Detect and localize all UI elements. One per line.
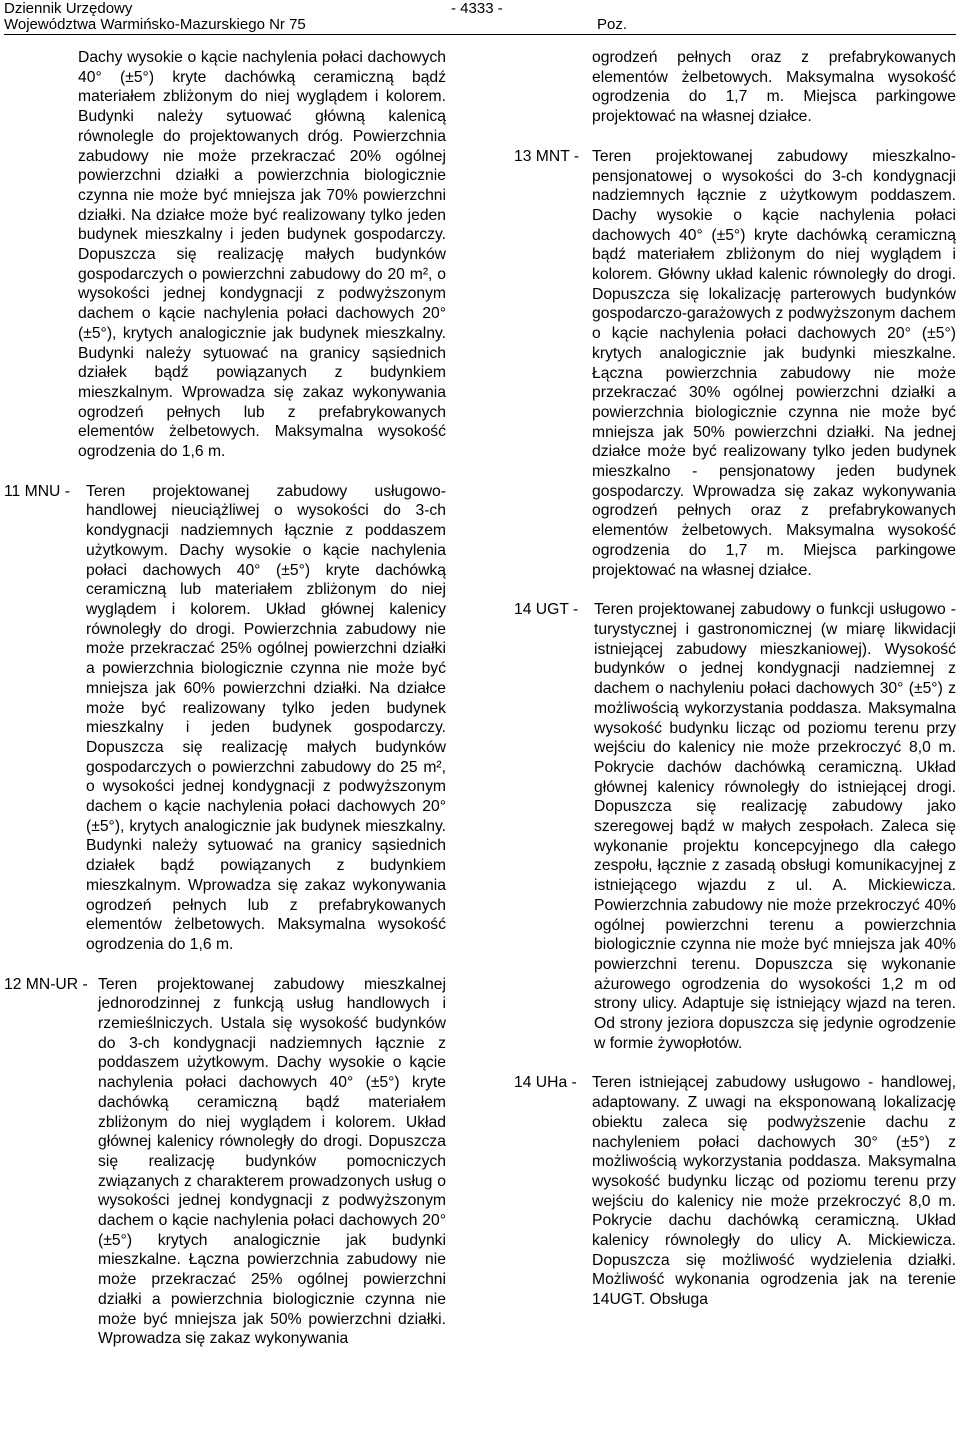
zone-code: 11 MNU - [4,482,70,500]
left-column [0,48,470,1349]
right-intro-paragraph: ogrodzeń pełnych oraz z prefabrykowanych elementów żelbetowych. Maksymalna wysokość ogrodzenia do 1,7 m. Miejsca parkingowe projektować na własnej działce. [592,49,956,126]
right-column [510,48,956,1310]
zone-description: Teren istniejącej zabudowy usługowo - handlowej, adaptowany. Z uwagi na eksponowaną lokalizację obiektu zaleca się podwyższenie dachu z nachyleniem połaci dachowych 30° (±5°) z możliwością wykorzystania poddasza. Maksymalna wysokość budynku licząc od poziomu terenu przy wejściu do kalenicy nie może przekroczyć 8,0 m. Pokrycie dachu dachówką ceramiczną. Układ kalenicy równoległy do ulicy A. Mickiewicza. Dopuszcza się możliwość wydzielenia działki. Możliwość wykonania ogrodzenia jak na terenie 14UGT. Obsługa [592,1074,956,1309]
zone-entry-12mnur [0,975,470,1349]
left-intro-paragraph: Dachy wysokie o kącie nachylenia połaci dachowych 40° (±5°) kryte dachówką ceramiczną bądź materiałem zbliżonym do niej wyglądem i kolorem. Budynki należy sytuować główną kalenicą równolegle do projektowanych dróg. Powierzchnia zabudowy nie może przekraczać 20% ogólnej powierzchni działki a powierzchnia biologicznie czynna nie może być mniejsza jak 70% powierzchni działki. Na działce może być realizowany tylko jeden budynek mieszkalny i jeden budynek gospodarczy. Dopuszcza się realizację małych budynków gospodarczych o powierzchni zabudowy do 20 m², o wysokości jednej kondygnacji z podwyższonym dachem o kącie nachylenia połaci dachowych 20° (±5°), krytych analogicznie jak budynek mieszkalny. Budynki należy sytuować na granicy sąsiednich działek bądź powiązanych z budynkiem mieszkalnym. Wprowadza się zakaz wykonywania ogrodzeń pełnych lub z prefabrykowanych elementów żelbetowych. Maksymalna wysokość ogrodzenia do 1,6 m. [78,49,446,461]
zone-entry-13mnt [510,147,956,580]
zone-code: 13 MNT - [514,147,580,165]
zone-description: Teren projektowanej zabudowy mieszkalnej jednorodzinnej z funkcją usług handlowych i rzemieślniczych. Ustala się wysokość budynków do 3-ch kondygnacji nadziemnych łącznie z poddaszem użytkowym. Dachy wysokie o kącie nachylenia połaci dachowych 40° (±5°) kryte dachówką ceramiczną bądź materiałem zbliżonym do niej wyglądem i kolorem. Układ głównej kalenicy równoległy do drogi. Dopuszcza się realizację budynków pomocniczych związanych z charakterem prowadzonych usług o wysokości jednej kondygnacji z podwyższonym dachem o kącie nachylenia połaci dachowych 20° (±5°) krytych analogicznie jak budynki mieszkalne. Łączna powierzchnia zabudowy nie może przekraczać 25% ogólnej powierzchni działki a powierzchnia biologicznie czynna nie może być mniejsza jak 50% powierzchni działki. Wprowadza się zakaz wykonywania [98,975,446,1348]
zone-description: Teren projektowanej zabudowy mieszkalno-pensjonatowej o wysokości do 3-ch kondygnacji nadziemnych łącznie z użytkowym poddaszem. Dachy wysokie o kącie nachylenia połaci dachowych 40° (±5°) kryte dachówką ceramiczną bądź materiałem zbliżonym do niej wyglądem i kolorem. Główny układ kalenic równoległy do drogi. Dopuszcza się lokalizację parterowych budynków gospodarczo-garażowych z podwyższonym dachem o kącie nachylenia połaci dachowych 20° (±5°) krytych analogicznie jak budynki mieszkalne. Łączna powierzchnia zabudowy nie może przekraczać 30% ogólnej powierzchni działki a powierzchnia biologicznie czynna nie może być mniejsza jak 50% powierzchni działki. Na jednej działce może być realizowany tylko jeden budynek mieszkalno - pensjonatowy jeden budynek gospodarczy. Wprowadza się zakaz wykonywania ogrodzeń pełnych oraz z prefabrykowanych elementów żelbetowych. Maksymalna wysokość ogrodzenia do 1,7 m. Miejsca parkingowe projektować na własnej działce. [592,147,956,579]
zone-description: Teren projektowanej zabudowy o funkcji usługowo - turystycznej i gastronomicznej (w miarę likwidacji istniejącej zabudowy mieszkaniowej). Wysokość budynków o jednej kondygnacji nadziemnej z dachem o nachyleniu połaci dachowych 30° (±5°) z możliwością wykorzystania poddasza. Maksymalna wysokość budynku licząc od poziomu terenu przy wejściu do kalenicy nie może przekroczyć 8,0 m. Pokrycie dachów dachówką ceramiczną. Układ głównej kalenicy równoległy do istniejącej drogi. Dopuszcza się realizację zabudowy jako szeregowej bądź w małych zespołach. Zaleca się wykonanie projektu koncepcyjnego dla całego zespołu, łącznie z zasadą obsługi komunikacyjnej z istniejącego wjazdu z ul. A. Mickiewicza. Powierzchnia zabudowy nie może przekroczyć 40% ogólnej powierzchni terenu a powierzchnia biologicznie czynna nie może być mniejsza jak 40% powierzchni terenu. Dopuszcza się wykonanie ażurowego ogrodzenia do wysokości 1,2 m od strony ulicy. Adaptuje się istniejący wjazd na teren. Od strony jeziora dopuszcza się jedynie ogrodzenie w formie żywopłotów. [594,601,956,1052]
zone-code: 14 UGT - [514,601,579,619]
page-number: - 4333 - [451,0,503,17]
zone-code: 12 MN-UR - [4,975,88,993]
journal-title: Dziennik Urzędowy [4,0,133,17]
zone-entry-14ugt [510,600,956,1053]
zone-entry-11mnu [0,482,470,955]
header-rule [4,34,956,35]
zone-code: 14 UHa - [514,1074,577,1092]
voivodeship-issue: Województwa Warmińsko-Mazurskiego Nr 75 [4,16,306,33]
zone-description: Teren projektowanej zabudowy usługowo-handlowej nieuciążliwej o wysokości do 3-ch kondygnacji nadziemnych łącznie z poddaszem użytkowym. Dachy wysokie o kącie nachylenia połaci dachowych 40° (±5°) kryte dachówką ceramiczną lub materiałem zbliżonym do niej wyglądem i kolorem. Układ głównej kalenicy równoległy do drogi. Powierzchnia zabudowy nie może przekraczać 25% ogólnej powierzchni działki a powierzchnia biologicznie czynna nie może być mniejsza jak 60% powierzchni działki. Na działce może być realizowany tylko jeden budynek mieszkalny i jeden budynek gospodarczy. Dopuszcza się realizację małych budynków gospodarczych o powierzchni zabudowy do 25 m², o wysokości jednej kondygnacji z podwyższonym dachem o kącie nachylenia połaci dachowych 20° (±5°), krytych analogicznie jak budynek mieszkalny. Budynki należy sytuować na granicy sąsiednich działek bądź powiązanych z budynkiem mieszkalnym. Wprowadza się zakaz wykonywania ogrodzeń pełnych lub z prefabrykowanych elementów żelbetowych. Maksymalna wysokość ogrodzenia do 1,6 m. [86,482,446,953]
page-header [4,0,956,40]
zone-entry-14uha [510,1073,956,1309]
position-label: Poz. [597,16,628,33]
